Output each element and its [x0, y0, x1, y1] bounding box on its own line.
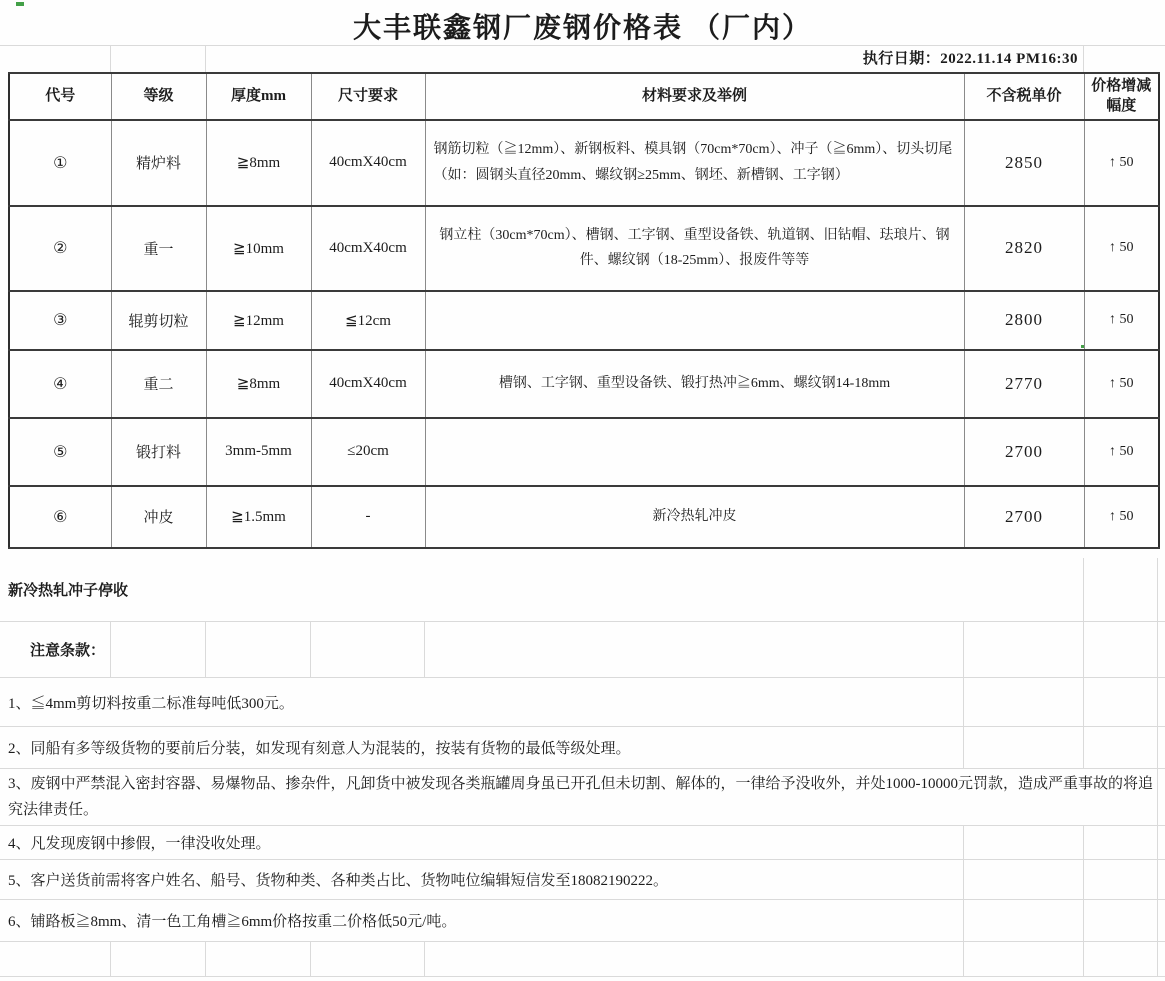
grid-line: [205, 45, 206, 72]
empty-row: [0, 942, 1165, 977]
cell-thickness: ≧1.5mm: [206, 486, 311, 548]
note-row: [0, 900, 1165, 942]
note-item: 1、≦4mm剪切料按重二标准每吨低300元。: [8, 695, 294, 712]
cell-size: 40cmX40cm: [311, 120, 425, 206]
grid-line: [1083, 558, 1084, 769]
note-item: 2、同船有多等级货物的要前后分装，如发现有刻意人为混装的，按装有货物的最低等级处理。: [8, 741, 631, 757]
cell-material: 槽钢、工字钢、重型设备铁、锻打热冲≧6mm、螺纹钢14-18mm: [425, 350, 964, 418]
cell-code: ⑤: [9, 418, 111, 486]
cell-grade: 冲皮: [111, 486, 206, 548]
cell-change: ↑ 50: [1084, 350, 1159, 418]
col-header-code: 代号: [9, 73, 111, 120]
table-row: [9, 418, 1159, 486]
cell-thickness: ≧8mm: [206, 120, 311, 206]
grid-line: [205, 622, 206, 678]
grid-line: [205, 942, 206, 977]
cell-material: 钢筋切粒（≧12mm）、新钢板料、模具钢（70cm*70cm）、冲子（≧6mm）、切头切尾（如：圆钢头直径20mm、螺纹钢≥25mm、钢坯、新槽钢、工字钢）: [425, 120, 964, 206]
grid-line: [424, 942, 425, 977]
grid-line: [1083, 826, 1084, 942]
table-row: [9, 350, 1159, 418]
grid-line: [110, 45, 111, 72]
cell-price: 2800: [964, 291, 1084, 350]
col-header-thickness: 厚度mm: [206, 73, 311, 120]
grid-line: [1157, 558, 1158, 977]
cell-size: -: [311, 486, 425, 548]
cell-code: ④: [9, 350, 111, 418]
cell-change: ↑ 50: [1084, 120, 1159, 206]
table-row: [9, 291, 1159, 350]
grid-line: [963, 622, 964, 769]
table-row: [9, 486, 1159, 548]
cell-change: ↑ 50: [1084, 418, 1159, 486]
cell-change: ↑ 50: [1084, 486, 1159, 548]
note-row: [0, 860, 1165, 900]
cell-change: ↑ 50: [1084, 291, 1159, 350]
notes-title-row: [0, 622, 1165, 678]
note-item: 3、废钢中严禁混入密封容器、易爆物品、掺杂件，凡卸货中被发现各类瓶罐周身虽已开孔但未切割、解体的，一律给予没收外，并处1000-10000元罚款，造成严重事故的将追究法律责任。: [8, 775, 1154, 818]
note-item: 5、客户送货前需将客户姓名、船号、货物种类、各种类占比、货物吨位编辑短信发至18082190222。: [8, 873, 669, 889]
col-header-change: 价格增减幅度: [1084, 73, 1159, 120]
cell-price: 2700: [964, 418, 1084, 486]
header-row: [9, 73, 1159, 120]
cell-price: 2770: [964, 350, 1084, 418]
grid-line: [963, 942, 964, 977]
cell-price: 2850: [964, 120, 1084, 206]
cell-code: ①: [9, 120, 111, 206]
grid-line: [310, 622, 311, 678]
cell-size: ≦12cm: [311, 291, 425, 350]
cell-grade: 精炉料: [111, 120, 206, 206]
cell-price: 2700: [964, 486, 1084, 548]
cell-thickness: ≧10mm: [206, 206, 311, 291]
col-header-grade: 等级: [111, 73, 206, 120]
cell-size: 40cmX40cm: [311, 206, 425, 291]
col-header-price: 不含税单价: [964, 73, 1084, 120]
cell-code: ⑥: [9, 486, 111, 548]
grid-line: [963, 826, 964, 942]
cell-grade: 重一: [111, 206, 206, 291]
cell-thickness: ≧12mm: [206, 291, 311, 350]
cell-code: ③: [9, 291, 111, 350]
price-table: [8, 72, 1160, 549]
note-row: [0, 678, 1165, 727]
grid-line: [1083, 942, 1084, 977]
cell-thickness: ≧8mm: [206, 350, 311, 418]
cell-thickness: 3mm-5mm: [206, 418, 311, 486]
cell-grade: 锻打料: [111, 418, 206, 486]
note-row: [0, 769, 1165, 826]
cell-material: [425, 291, 964, 350]
cell-size: ≤20cm: [311, 418, 425, 486]
grid-line: [0, 45, 1165, 46]
cell-grade: 重二: [111, 350, 206, 418]
note-row: [0, 826, 1165, 860]
cell-size: 40cmX40cm: [311, 350, 425, 418]
cell-grade: 辊剪切粒: [111, 291, 206, 350]
cell-price: 2820: [964, 206, 1084, 291]
notes-title: 注意条款：: [30, 642, 106, 659]
note-item: 4、凡发现废钢中掺假，一律没收处理。: [8, 836, 271, 852]
col-header-size: 尺寸要求: [311, 73, 425, 120]
table-row: [9, 206, 1159, 291]
cell-material: 钢立柱（30cm*70cm）、槽钢、工字钢、重型设备铁、轨道钢、旧钻帽、珐琅片、钢件、螺纹钢（18-25mm）、报废件等等: [425, 206, 964, 291]
stop-notice: 新冷热轧冲子停收: [8, 582, 129, 599]
grid-line: [110, 622, 111, 678]
col-header-material: 材料要求及举例: [425, 73, 964, 120]
stop-notice-row: [0, 558, 1165, 622]
cell-code: ②: [9, 206, 111, 291]
grid-line: [310, 942, 311, 977]
effective-date: 执行日期：2022.11.14 PM16:30: [862, 51, 1078, 67]
cell-material: 新冷热轧冲皮: [425, 486, 964, 548]
grid-line: [1083, 45, 1084, 72]
grid-line: [424, 622, 425, 678]
cell-material: [425, 418, 964, 486]
table-row: [9, 120, 1159, 206]
note-item: 6、铺路板≧8mm、清一色工角槽≧6mm价格按重二价格低50元/吨。: [8, 914, 457, 930]
page-title: 大丰联鑫钢厂废钢价格表 （厂内）: [352, 13, 812, 44]
note-row: [0, 727, 1165, 769]
grid-line: [110, 942, 111, 977]
cell-change: ↑ 50: [1084, 206, 1159, 291]
